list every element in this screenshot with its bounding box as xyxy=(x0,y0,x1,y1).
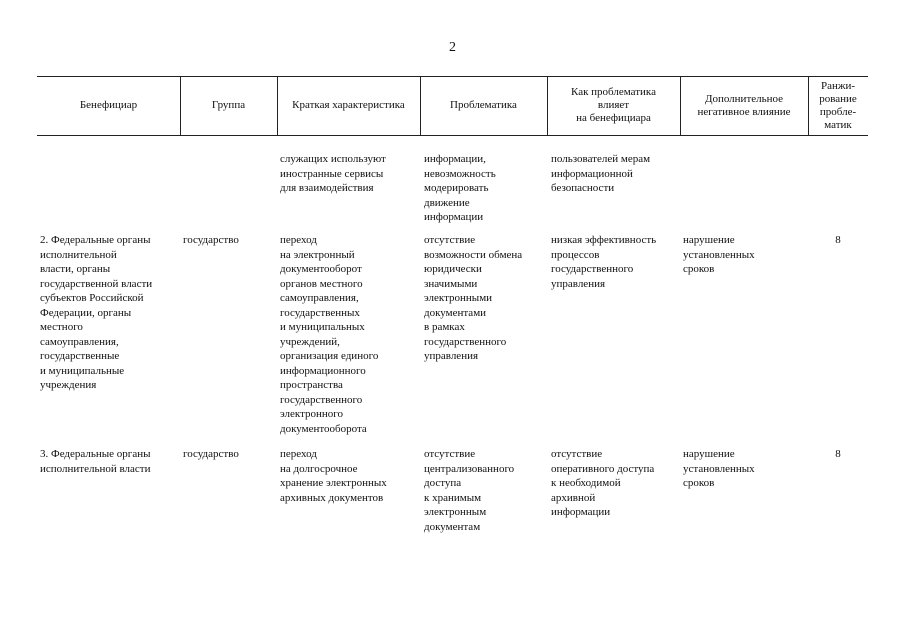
cell-additional: нарушение установленных сроков xyxy=(683,234,755,275)
cell-description: переход на долгосрочное хранение электронных архивных документов xyxy=(280,448,387,504)
cell-group: государство xyxy=(183,234,239,246)
page-number: 2 xyxy=(449,40,456,55)
cell-problem: информации, невозможность модерировать движение информации xyxy=(424,153,496,223)
header-description: Краткая характеристика xyxy=(292,99,405,111)
header-group: Группа xyxy=(211,99,246,111)
cell-rank: 8 xyxy=(835,234,841,246)
cell-problem: отсутствие централизованного доступа к хранимым электронным документам xyxy=(424,448,515,533)
cell-description: служащих используют иностранные сервисы для взаимодействия xyxy=(280,153,386,194)
cell-impact: низкая эффективность процессов государственного управления xyxy=(551,234,657,290)
header-additional: Дополнительное негативное влияние xyxy=(697,92,791,118)
cell-impact: отсутствие оперативного доступа к необходимой архивной информации xyxy=(551,448,655,518)
cell-additional: нарушение установленных сроков xyxy=(683,448,755,489)
cell-beneficiary: 3. Федеральные органы исполнительной власти xyxy=(40,448,151,475)
cell-beneficiary: 2. Федеральные органы исполнительной власти, органы государственной власти субъектов Российской Федерации, органы местного самоуправления, государственные и муниципальные учреждения xyxy=(40,234,153,391)
header-bottom-rule xyxy=(37,135,868,136)
header-beneficiary: Бенефициар xyxy=(79,99,138,111)
header-impact: Как проблематика влияет на бенефициара xyxy=(571,86,656,124)
cell-group: государство xyxy=(183,448,239,460)
header-rank: Ранжи- рование пробле- матик xyxy=(819,79,857,131)
header-problem: Проблематика xyxy=(450,99,517,111)
cell-description: переход на электронный документооборот органов местного самоуправления, государственных и муниципальных учреждений, организация единого информационного пространства государственного электронного документооборота xyxy=(280,234,379,435)
cell-rank: 8 xyxy=(835,448,841,460)
cell-problem: отсутствие возможности обмена юридически значимыми электронными документами в рамках государственного управления xyxy=(424,234,523,362)
cell-impact: пользователей мерам информационной безопасности xyxy=(551,153,651,194)
